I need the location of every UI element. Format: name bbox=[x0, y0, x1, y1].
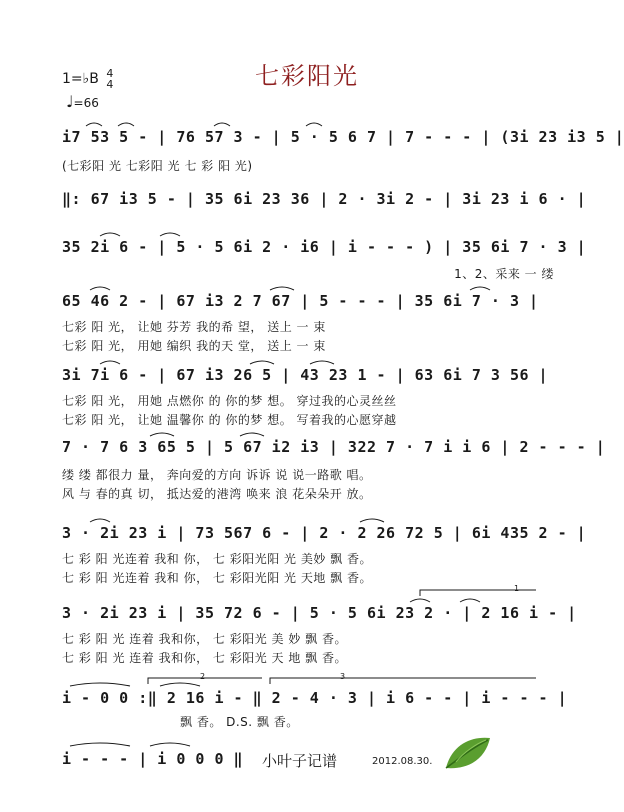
lyrics-row-6a: 缕 缕 都很力 量， 奔向爱的方向 诉诉 说 说一路歌 唱。 bbox=[62, 468, 372, 482]
lyrics-row-4a: 七彩 阳 光， 让她 芬芳 我的希 望， 送上 一 束 bbox=[62, 320, 326, 334]
tempo-marking bbox=[66, 92, 99, 111]
lyrics-row-5b: 七彩 阳 光， 让她 温馨你 的 你的梦 想。 写着我的心愿穿越 bbox=[62, 413, 397, 427]
green-leaf-icon bbox=[442, 734, 494, 774]
lyrics-row-1: (七彩阳 光 七彩阳 光 七 彩 阳 光) bbox=[62, 159, 253, 173]
lyrics-row-7a: 七 彩 阳 光连着 我和 你， 七 彩阳光阳 光 美妙 飘 香。 bbox=[62, 552, 372, 566]
lyrics-row-9: 飘 香。 D.S. 飘 香。 bbox=[180, 715, 299, 729]
lyrics-row-4b: 七彩 阳 光， 用她 编织 我的天 堂， 送上 一 束 bbox=[62, 339, 326, 353]
notation-row-4: 65 46 2 - | 67 i3 2 7 67 | 5 - - - | 35 6i 7 · 3 | bbox=[62, 292, 539, 310]
volta-3-label: 3 bbox=[340, 672, 346, 681]
lyrics-row-6b: 风 与 春的真 切， 抵达爱的港湾 唤来 浪 花朵朵开 放。 bbox=[62, 487, 372, 501]
notation-row-9: i - 0 0 :‖ 2 16 i - ‖ 2 - 4 · 3 | i 6 - - | i - - - | bbox=[62, 689, 568, 707]
lyrics-row-7b: 七 彩 阳 光连着 我和 你， 七 彩阳光阳 光 天地 飘 香。 bbox=[62, 571, 372, 585]
transcription-date: 2012.08.30. bbox=[372, 756, 433, 767]
time-bottom: 4 bbox=[106, 78, 114, 91]
volta-2-label: 2 bbox=[200, 672, 206, 681]
time-top: 4 bbox=[106, 67, 114, 80]
notation-row-5: 3i 7i 6 - | 67 i3 26 5 | 43 23 1 - | 63 6i 7 3 56 | bbox=[62, 366, 549, 384]
notation-row-8: 3 · 2i 23 i | 35 72 6 - | 5 · 5 6i 23 2 · | 2 16 i - | bbox=[62, 604, 577, 622]
notation-row-3: 35 2i 6 - | 5 · 5 6i 2 · i6 | i - - - ) | 35 6i 7 · 3 | bbox=[62, 238, 587, 256]
lyrics-row-8b: 七 彩 阳 光 连着 我和你， 七 彩阳光 天 地 飘 香。 bbox=[62, 651, 347, 665]
quarter-note-icon: ♩ bbox=[66, 92, 74, 111]
song-title: 七彩阳光 bbox=[255, 62, 359, 90]
lyrics-row-5a: 七彩 阳 光， 用她 点燃你 的 你的梦 想。 穿过我的心灵丝丝 bbox=[62, 394, 397, 408]
key-label: 1=♭B bbox=[62, 71, 99, 87]
key-signature bbox=[62, 68, 113, 90]
time-signature bbox=[106, 68, 113, 90]
lyrics-row-3: 1、2、采来 一 缕 bbox=[454, 267, 554, 281]
transcriber-credit: 小叶子记谱 bbox=[262, 752, 338, 770]
notation-row-1: i7 53 5 - | 76 57 3 - | 5 · 5 6 7 | 7 - - - | (3i 23 i3 5 | bbox=[62, 128, 624, 146]
notation-row-2: ‖: 67 i3 5 - | 35 6i 23 36 | 2 · 3i 2 - | 3i 23 i 6 · | bbox=[62, 190, 587, 208]
lyrics-row-8a: 七 彩 阳 光 连着 我和你， 七 彩阳光 美 妙 飘 香。 bbox=[62, 632, 347, 646]
notation-row-7: 3 · 2i 23 i | 73 567 6 - | 2 · 2 26 72 5 | 6i 435 2 - | bbox=[62, 524, 587, 542]
notation-row-10: i - - - | i 0 0 0 ‖ bbox=[62, 750, 244, 768]
volta-1-label: 1 bbox=[514, 584, 520, 593]
notation-row-6: 7 · 7 6 3 65 5 | 5 67 i2 i3 | 322 7 · 7 i i 6 | 2 - - - | bbox=[62, 438, 606, 456]
tempo-value: =66 bbox=[73, 96, 99, 110]
